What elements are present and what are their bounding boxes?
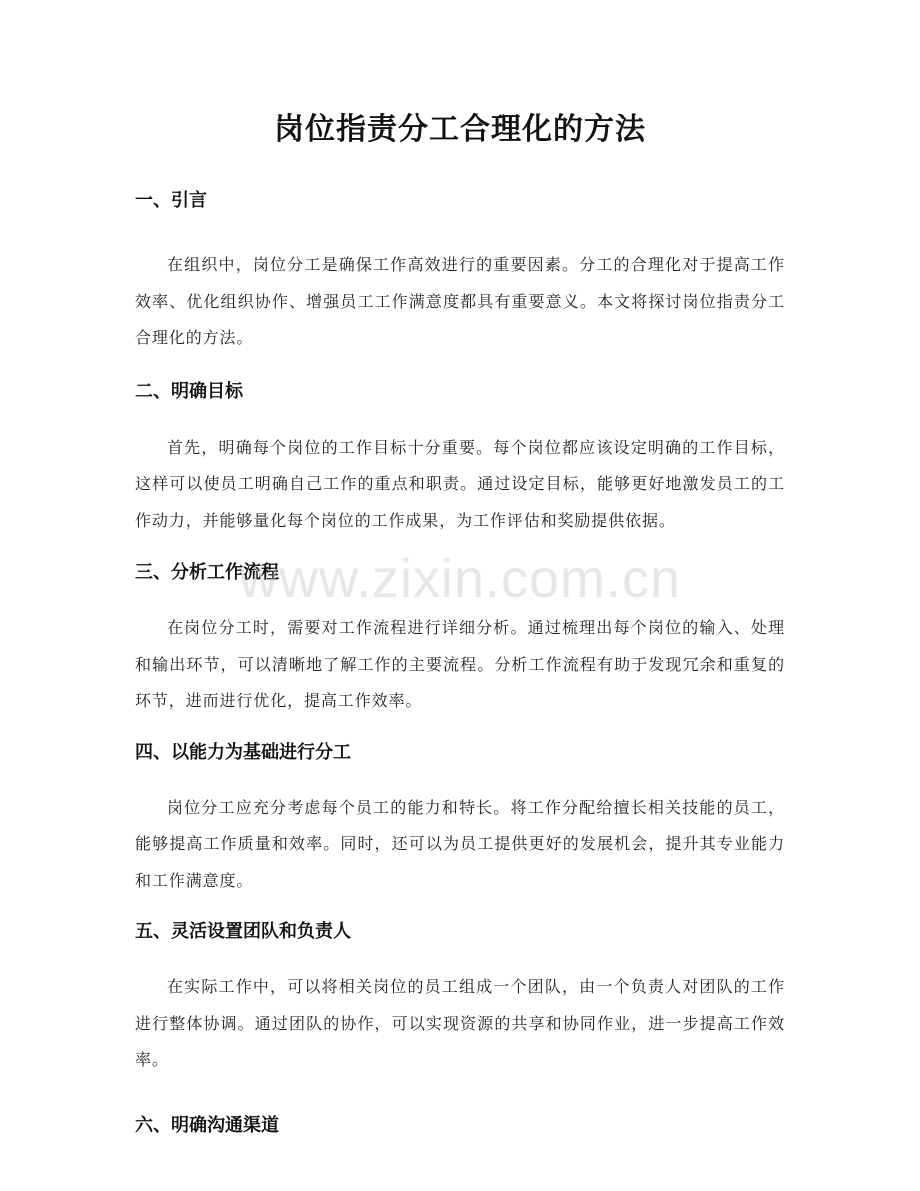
section-paragraph: 在实际工作中，可以将相关岗位的员工组成一个团队，由一个负责人对团队的工作进行整体协调。通过团队的协作，可以实现资源的共享和协同作业，进一步提高工作效率。 [135, 977, 785, 1069]
section-analyze-workflow [135, 558, 785, 720]
section-heading: 五、灵活设置团队和负责人 [135, 921, 351, 942]
watermark: www.zixin.com.cn [238, 549, 682, 609]
section-heading: 四、以能力为基础进行分工 [135, 741, 351, 763]
section-communication-channels [135, 1111, 785, 1141]
section-clear-goals [135, 377, 785, 540]
section-introduction [135, 186, 785, 357]
section-paragraph: 在岗位分工时，需要对工作流程进行详细分析。通过梳理出每个岗位的输入、处理和输出环节，可以清晰地了解工作的主要流程。分析工作流程有助于发现冗余和重复的环节，进而进行优化，提高工作效率。 [135, 618, 785, 710]
section-ability-based-division [135, 738, 785, 900]
document-title: 岗位指责分工合理化的方法 [274, 112, 646, 147]
section-flexible-teams [135, 917, 785, 1079]
document-body [135, 186, 785, 1141]
section-paragraph: 在组织中，岗位分工是确保工作高效进行的重要因素。分工的合理化对于提高工作效率、优化组织协作、增强员工工作满意度都具有重要意义。本文将探讨岗位指责分工合理化的方法。 [135, 255, 785, 347]
section-heading: 六、明确沟通渠道 [135, 1114, 279, 1136]
section-heading: 三、分析工作流程 [135, 562, 279, 583]
section-paragraph: 岗位分工应充分考虑每个员工的能力和特长。将工作分配给擅长相关技能的员工，能够提高工作质量和效率。同时，还可以为员工提供更好的发展机会，提升其专业能力和工作满意度。 [135, 797, 785, 890]
section-heading: 一、引言 [135, 190, 207, 211]
section-paragraph: 首先，明确每个岗位的工作目标十分重要。每个岗位都应该设定明确的工作目标，这样可以使员工明确自己工作的重点和职责。通过设定目标，能够更好地激发员工的工作动力，并能够量化每个岗位的工作成果，为工作评估和奖励提供依据。 [135, 437, 785, 530]
section-heading: 二、明确目标 [135, 380, 243, 402]
